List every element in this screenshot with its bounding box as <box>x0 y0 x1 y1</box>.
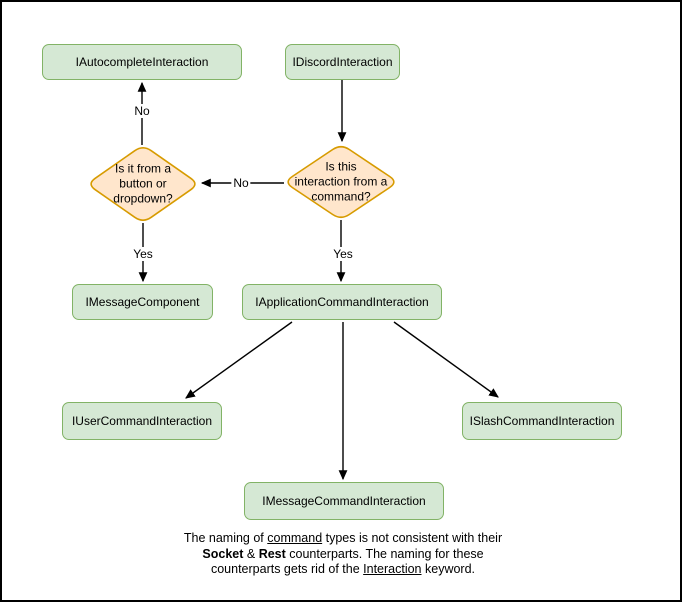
note-underlined-word: command <box>267 531 323 545</box>
edge-label-no-autocomplete: No <box>134 104 150 118</box>
node-iuser-command-interaction <box>62 402 222 440</box>
note-text-segment: counterparts gets rid of the <box>210 562 364 576</box>
note-text-segment: counterparts. The naming for these <box>285 546 484 561</box>
note-bold-word: Rest <box>258 546 286 561</box>
note-text <box>2 531 682 578</box>
note-line-3 <box>2 562 682 578</box>
decision-line: Is it from a <box>114 161 172 176</box>
node-imessage-command-interaction <box>244 482 444 520</box>
decision-line: Is this <box>325 159 357 174</box>
edge-label-yes-application-command: Yes <box>333 247 353 261</box>
node-label: IDiscordInteraction <box>292 55 393 69</box>
decision-button-dropdown-label <box>113 162 172 207</box>
decision-line: dropdown? <box>113 191 173 206</box>
note-underlined-word: Interaction <box>363 562 422 576</box>
node-idiscord-interaction <box>285 44 400 80</box>
edge-label-no-between-decisions: No <box>233 176 249 190</box>
node-label: IMessageComponent <box>85 295 200 309</box>
decision-line: command? <box>311 189 371 204</box>
node-label: IUserCommandInteraction <box>71 414 213 428</box>
node-iautocomplete-interaction <box>42 44 242 80</box>
decision-line: button or <box>119 176 167 191</box>
note-line-1 <box>2 531 682 547</box>
node-label: IMessageCommandInteraction <box>262 494 426 508</box>
arrow-to-slash-command <box>394 322 498 397</box>
decision-line: interaction from a <box>294 174 388 189</box>
note-text-segment: keyword. <box>421 562 476 576</box>
note-text-segment: types is not consistent with their <box>322 531 503 545</box>
node-label: ISlashCommandInteraction <box>469 414 615 428</box>
decision-from-command-label <box>295 160 388 205</box>
arrow-to-user-command <box>186 322 292 398</box>
node-imessage-component <box>72 284 213 320</box>
note-text-segment: & <box>243 546 259 561</box>
node-label: IAutocompleteInteraction <box>75 55 209 69</box>
node-islash-command-interaction <box>462 402 622 440</box>
note-text-segment: The naming of <box>183 531 268 545</box>
node-iapplication-command-interaction <box>242 284 442 320</box>
edge-label-yes-message-component: Yes <box>133 247 153 261</box>
note-bold-word: Socket <box>202 546 244 561</box>
note-line-2 <box>2 547 682 563</box>
node-label: IApplicationCommandInteraction <box>255 295 429 309</box>
